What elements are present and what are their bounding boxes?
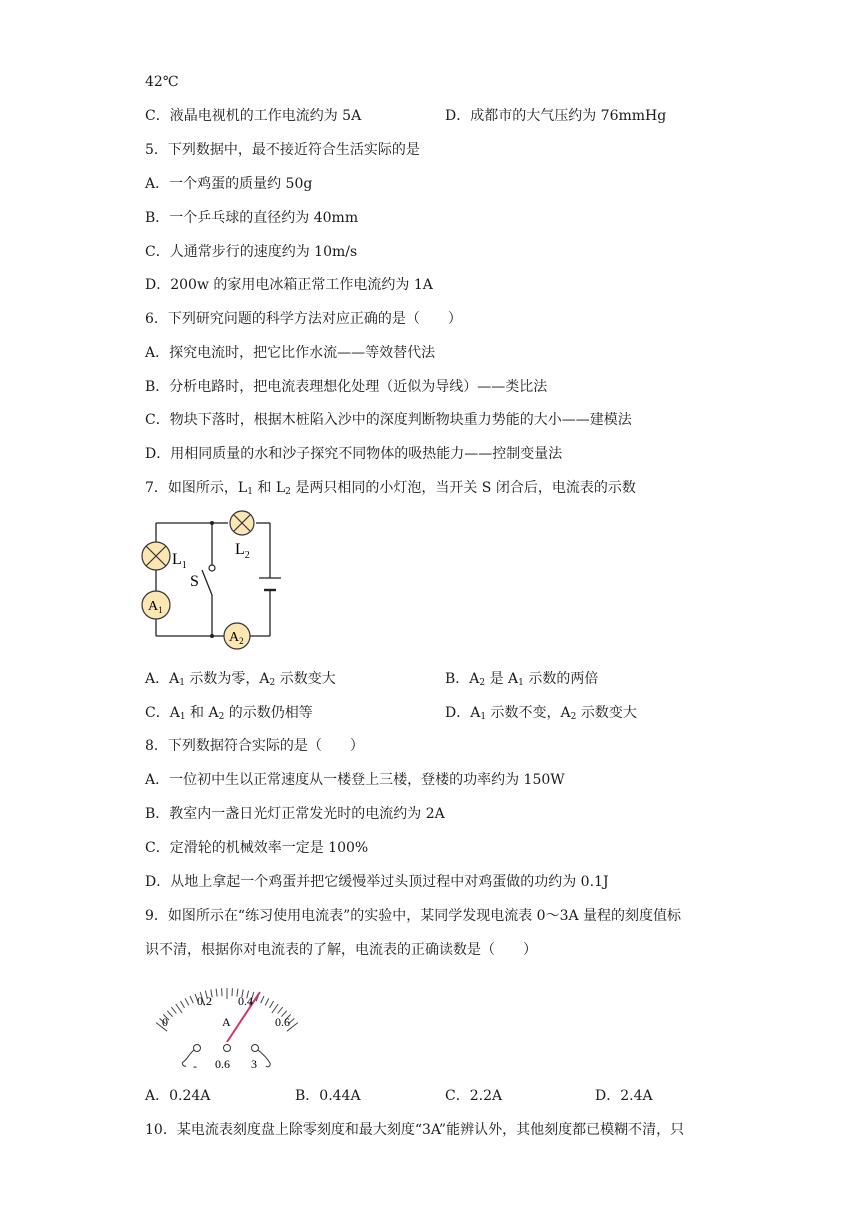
q10-stem: 10．某电流表刻度盘上除零刻度和最大刻度“3A”能辨认外，其他刻度都已模糊不清，只 (145, 1122, 685, 1138)
q9-option-d: D．2.4A (595, 1088, 653, 1104)
q5-option-a: A．一个鸡蛋的质量约 50g (145, 176, 313, 192)
tick-label-0: 0 (162, 1015, 168, 1029)
unit-label: A (222, 1015, 231, 1029)
lamp-l2-icon (230, 511, 254, 535)
dial-tick (261, 996, 264, 1003)
q8-option-d: D．从地上拿起一个鸡蛋并把它缓慢举过头顶过程中对鸡蛋做的功约为 0.1J (145, 874, 609, 890)
dial-tick (272, 1004, 278, 1013)
dial-tick (171, 1007, 176, 1013)
dial-tick (167, 1011, 172, 1017)
label-a1: $A_1$ (148, 599, 163, 615)
terminal-3: 3 (251, 1057, 257, 1071)
dial-tick (216, 989, 217, 997)
q9-option-c: C．2.2A (445, 1088, 503, 1104)
q7-stem: 7．如图所示，$L_1$ 和 $L_2$ 是两只相同的小灯泡，当开关 S 闭合后，电流表的示数 (145, 480, 636, 497)
q9-option-b: B．0.44A (295, 1088, 361, 1104)
q5-option-b: B．一个乒乓球的直径约为 40mm (145, 210, 359, 226)
q6-stem: 6．下列研究问题的科学方法对应正确的是（ ） (145, 311, 462, 327)
q4-option-c: C．液晶电视机的工作电流约为 5A (145, 108, 362, 124)
tick-label-0.2: 0.2 (197, 994, 212, 1008)
dial-tick (185, 998, 189, 1005)
q8-option-a: A．一位初中生以正常速度从一楼登上三楼，登楼的功率约为 150W (145, 772, 565, 788)
q7-option-c: C．$A_1$ 和 $A_2$ 的示数仍相等 (145, 705, 313, 722)
label-s: S (190, 573, 199, 590)
q5-stem: 5．下列数据中，最不接近符合生活实际的是 (145, 142, 420, 158)
q9-option-a: A．0.24A (145, 1088, 211, 1104)
lamp-l1-icon (142, 542, 170, 570)
ammeter-dial-diagram (145, 970, 315, 1078)
dial-tick (265, 998, 269, 1005)
dial-tick (190, 996, 193, 1003)
terminal-minus: - (193, 1059, 197, 1073)
q8-stem: 8．下列数据符合实际的是（ ） (145, 738, 364, 754)
q5-option-d: D．200w 的家用电冰箱正常工作电流约为 1A (145, 277, 433, 293)
q5-option-c: C．人通常步行的速度约为 10m/s (145, 244, 358, 260)
label-a2: $A_2$ (229, 630, 244, 646)
dial-tick (176, 1004, 182, 1013)
q7-option-a: A．$A_1$ 示数为零，$A_2$ 示数变大 (145, 671, 336, 688)
label-l1: $L_1$ (172, 551, 187, 571)
q6-option-a: A．探究电流时，把它比作水流——等效替代法 (145, 345, 436, 361)
q4-continuation: 42℃ (145, 74, 179, 90)
q6-option-b: B．分析电路时，把电流表理想化处理（近似为导线）——类比法 (145, 379, 548, 395)
q4-option-d: D．成都市的大气压约为 76mmHg (445, 108, 667, 124)
tick-label-0.4: 0.4 (238, 994, 253, 1008)
q8-option-b: B．教室内一盏日光灯正常发光时的电流约为 2A (145, 806, 445, 822)
q6-option-c: C．物块下落时，根据木桩陷入沙中的深度判断物块重力势能的大小——建模法 (145, 412, 632, 428)
q7-option-b: B．$A_2$ 是 $A_1$ 示数的两倍 (445, 671, 599, 688)
terminal-0.6: 0.6 (215, 1057, 230, 1071)
q8-option-c: C．定滑轮的机械效率一定是 100% (145, 840, 369, 856)
dial-tick (180, 1001, 184, 1008)
dial-tick (278, 1007, 283, 1013)
tick-label-0.6: 0.6 (275, 1015, 290, 1029)
q9-stem-line1: 9．如图所示在“练习使用电流表”的实验中，某同学发现电流表 0～3A 量程的刻度值标 (145, 908, 682, 924)
circuit-diagram (140, 510, 290, 655)
dial-tick (270, 1001, 274, 1008)
q7-option-d: D．$A_1$ 示数不变，$A_2$ 示数变大 (445, 705, 637, 722)
q6-option-d: D．用相同质量的水和沙子探究不同物体的吸热能力——控制变量法 (145, 446, 563, 462)
q9-stem-line2: 识不清，根据你对电流表的了解，电流表的正确读数是（ ） (145, 942, 537, 958)
label-l2: $L_2$ (235, 541, 250, 561)
